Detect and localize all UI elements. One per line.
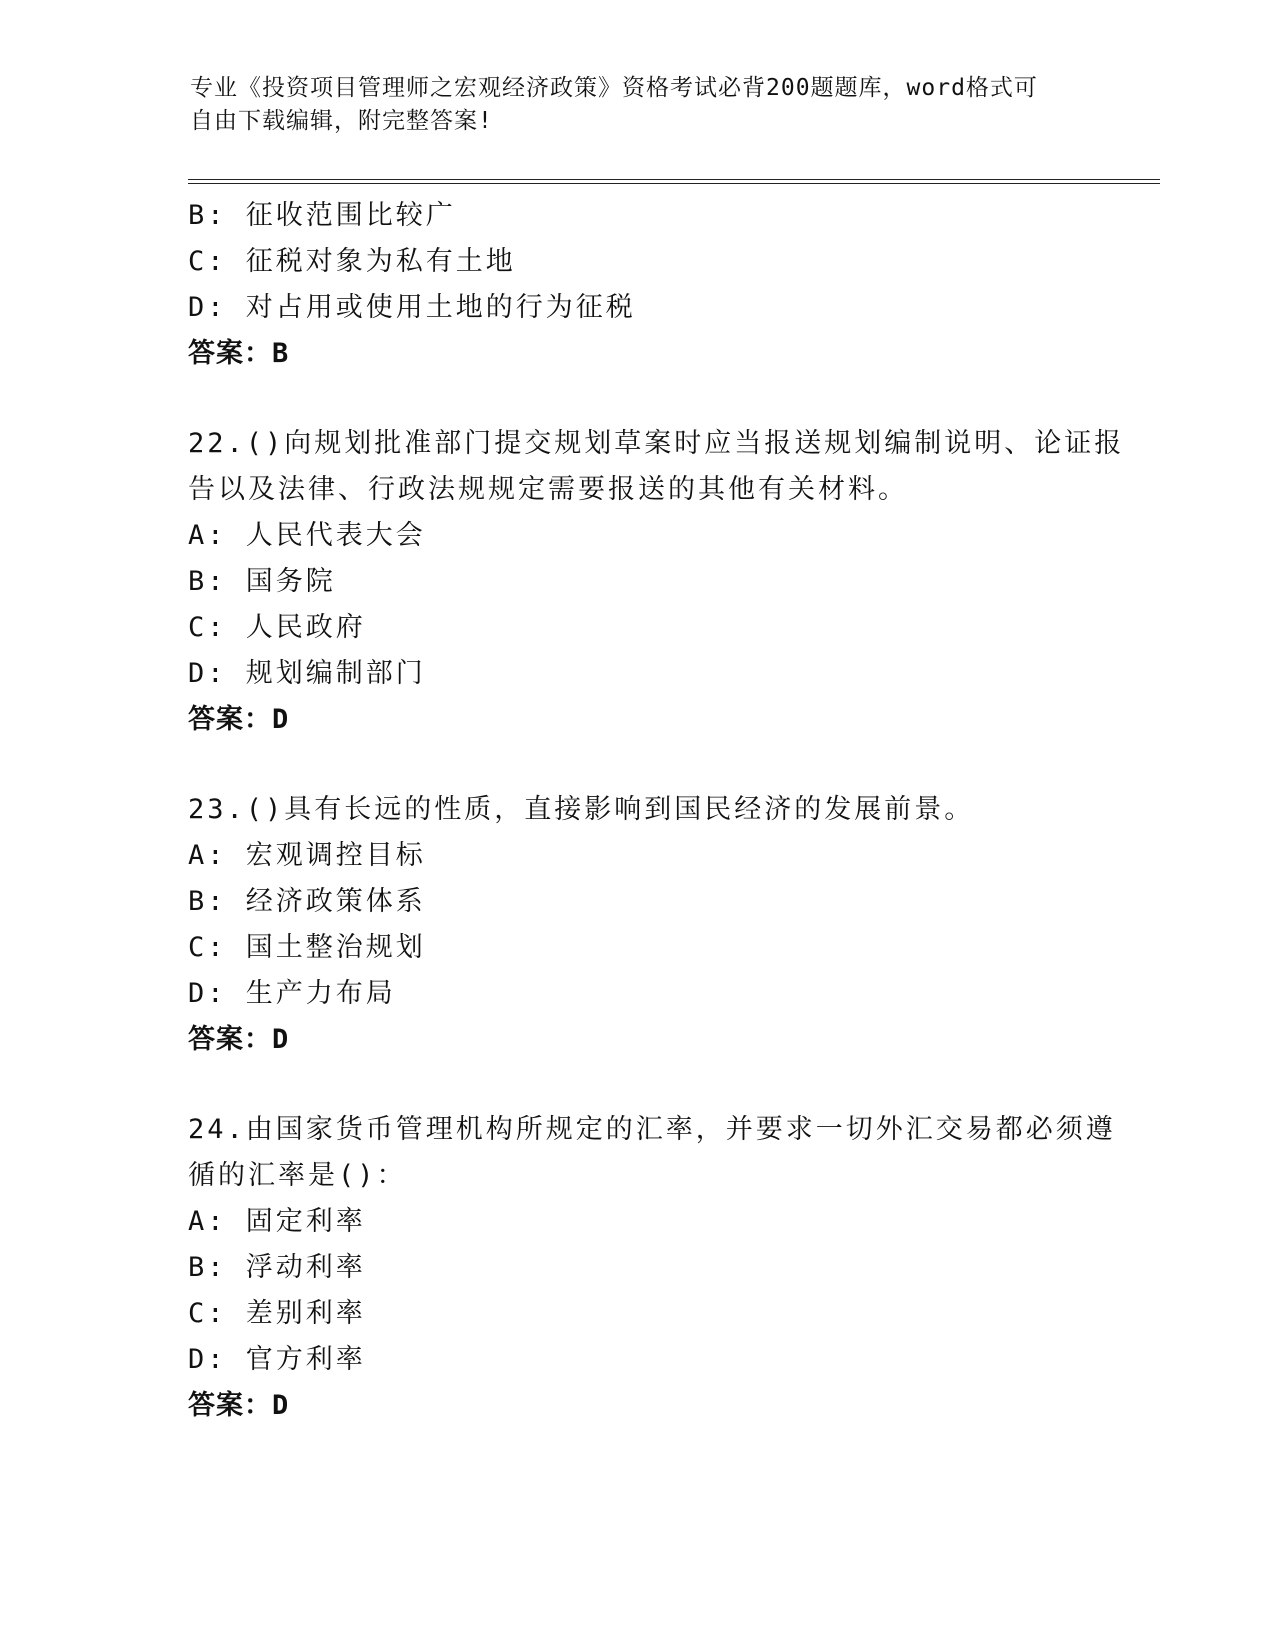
option-b: B: 征收范围比较广 [188, 200, 456, 231]
option-c: C: 差别利率 [188, 1298, 366, 1329]
option-b: B: 经济政策体系 [188, 886, 426, 917]
question-stem-line: 23.()具有长远的性质，直接影响到国民经济的发展前景。 [188, 794, 975, 825]
document-header [190, 72, 1090, 138]
answer: 答案：D [188, 1390, 290, 1421]
question-stem-line: 22.()向规划批准部门提交规划草案时应当报送规划编制说明、论证报 [188, 428, 1125, 459]
question-23 [188, 787, 1088, 1063]
question-24 [188, 1107, 1116, 1429]
option-c: C: 人民政府 [188, 612, 366, 643]
option-d: D: 规划编制部门 [188, 658, 426, 689]
answer: 答案：D [188, 704, 290, 735]
option-c: C: 征税对象为私有土地 [188, 246, 516, 277]
option-d: D: 官方利率 [188, 1344, 366, 1375]
continued-question [188, 193, 1088, 377]
question-stem-line: 24.由国家货币管理机构所规定的汇率，并要求一切外汇交易都必须遵 [188, 1114, 1116, 1145]
header-divider [188, 179, 1160, 184]
option-a: A: 固定利率 [188, 1206, 366, 1237]
question-list [188, 193, 1125, 1429]
answer: 答案：B [188, 338, 290, 369]
option-b: B: 浮动利率 [188, 1252, 366, 1283]
question-stem-line: 告以及法律、行政法规规定需要报送的其他有关材料。 [188, 474, 908, 505]
answer: 答案：D [188, 1024, 290, 1055]
option-a: A: 宏观调控目标 [188, 840, 426, 871]
option-c: C: 国土整治规划 [188, 932, 426, 963]
option-d: D: 生产力布局 [188, 978, 396, 1009]
header-line-1: 专业《投资项目管理师之宏观经济政策》资格考试必背200题题库，word格式可 [190, 75, 1038, 101]
header-line-2: 自由下载编辑，附完整答案! [190, 108, 493, 134]
option-d: D: 对占用或使用土地的行为征税 [188, 292, 636, 323]
option-a: A: 人民代表大会 [188, 520, 426, 551]
option-b: B: 国务院 [188, 566, 336, 597]
question-22 [188, 421, 1125, 743]
question-stem-line: 循的汇率是()： [188, 1160, 407, 1191]
